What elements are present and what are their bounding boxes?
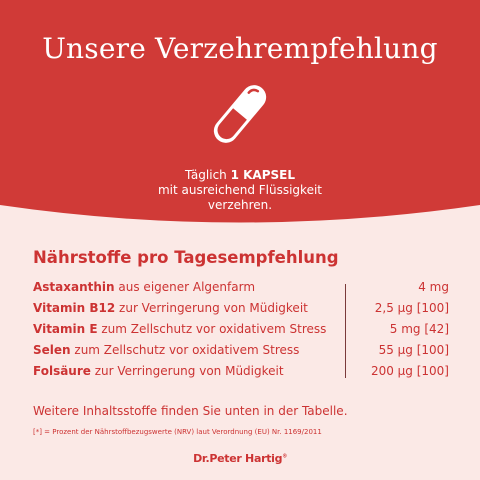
brand-logo [0,452,480,465]
nutrient-description: zur Verringerung von Müdigkeit [115,301,308,315]
dosage-instruction [0,168,480,213]
nutrient-list [33,278,449,383]
nutrient-row [33,320,449,341]
brand-name: Dr.Peter Hartig [193,452,283,465]
nutrient-label [33,322,326,336]
dose-line-2: mit ausreichend Flüssigkeit [157,183,322,197]
nutrient-label [33,280,255,294]
nutrient-name: Astaxanthin [33,280,115,294]
nutrients-title: Nährstoffe pro Tagesempfehlung [33,248,339,267]
nutrient-row [33,299,449,320]
dose-prefix: Täglich [185,168,231,182]
capsule-icon [204,78,276,150]
nutrient-amount: 55 µg [100] [378,343,449,357]
nutrient-description: zur Verringerung von Müdigkeit [90,364,284,378]
page-title: Unsere Verzehrempfehlung [42,32,438,65]
nrv-footnote: [*] = Prozent der Nährstoffbezugswerte (NRV) laut Verordnung (EU) Nr. 1169/2011 [33,428,322,436]
nutrient-label [33,343,299,357]
nutrient-name: Vitamin B12 [33,301,116,315]
registered-mark: ® [282,453,287,460]
nutrient-amount: 5 mg [42] [389,322,449,336]
nutrient-description: zum Zellschutz vor oxidativem Stress [97,322,327,336]
dose-line-3: verzehren. [207,198,273,212]
nutrient-label [33,301,308,315]
nutrient-amount: 4 mg [418,280,449,294]
nutrient-row [33,278,449,299]
nutrient-description: aus eigener Algenfarm [114,280,256,294]
nutrient-row [33,341,449,362]
nutrient-name: Folsäure [33,364,91,378]
nutrient-row [33,362,449,383]
nutrient-name: Vitamin E [33,322,98,336]
dose-amount: 1 KAPSEL [230,168,295,182]
nutrient-amount: 200 µg [100] [370,364,449,378]
nutrient-name: Selen [33,343,71,357]
header-banner [0,0,480,230]
nutrient-description: zum Zellschutz vor oxidativem Stress [70,343,300,357]
further-ingredients-note: Weitere Inhaltsstoffe finden Sie unten in der Tabelle. [33,404,348,418]
nutrient-label [33,364,284,378]
nutrient-amount: 2,5 µg [100] [374,301,449,315]
